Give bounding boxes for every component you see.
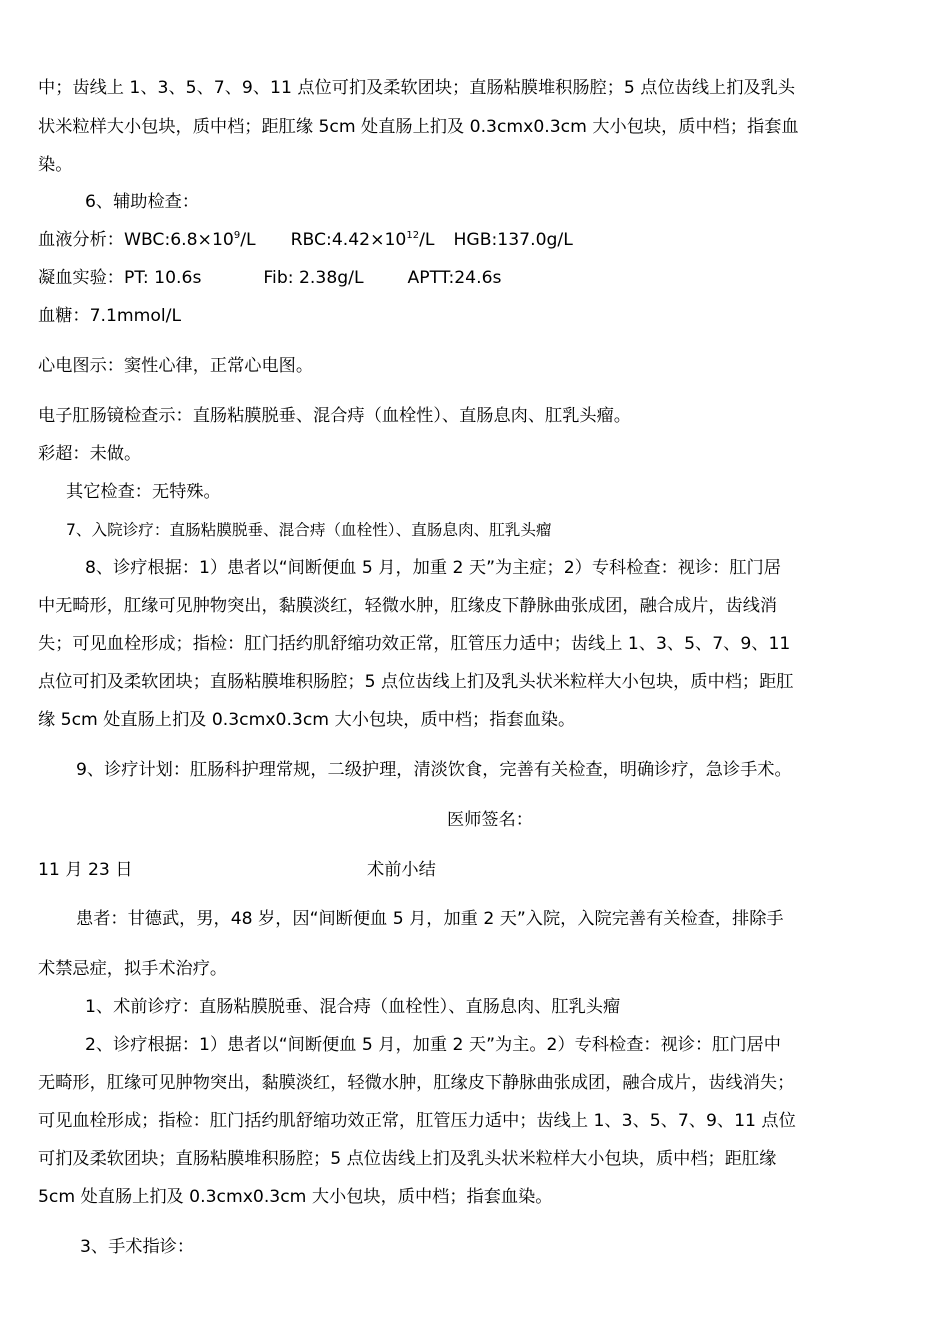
aux-exam-heading: 6、辅助检查：	[85, 192, 200, 212]
basis-line: 失；可见血栓形成；指检：肛门括约肌舒缩功效正常，肛管压力适中；齿线上 1、3、5、7、9、11	[38, 634, 791, 654]
treatment-plan: 9、诊疗计划：肛肠科护理常规，二级护理，清淡饮食，完善有关检查，明确诊疗，急诊手术。	[76, 760, 792, 780]
coagulation-label: 凝血实验：	[38, 268, 124, 288]
preop-basis-line: 可见血栓形成；指检：肛门括约肌舒缩功效正常，肛管压力适中；齿线上 1、3、5、7、9、11 点位	[38, 1111, 796, 1131]
doctor-signature-label: 医师签名：	[447, 810, 533, 830]
other-exam-line: 其它检查：无特殊。	[66, 482, 221, 502]
glucose-line: 血糖：7.1mmol/L	[38, 306, 182, 326]
admission-diagnosis: 7、入院诊疗：直肠粘膜脱垂、混合痔（血栓性）、直肠息肉、肛乳头瘤	[66, 521, 552, 539]
preop-diagnosis: 1、术前诊疗：直肠粘膜脱垂、混合痔（血栓性）、直肠息肉、肛乳头瘤	[85, 997, 621, 1017]
basis-line: 8、诊疗根据：1）患者以“间断便血 5 月，加重 2 天”为主症；2）专科检查：视诊：肛门居	[85, 558, 781, 578]
preop-intro-line: 患者：甘德武，男，48 岁，因“间断便血 5 月，加重 2 天”入院，入院完善有关检查，排除手	[76, 909, 784, 929]
blood-analysis-label: 血液分析：	[38, 230, 124, 250]
exam-text-line: 中；齿线上 1、3、5、7、9、11 点位可扪及柔软团块；直肠粘膜堆积肠腔；5 点位齿线上扪及乳头	[38, 78, 796, 98]
preop-date: 11 月 23 日	[38, 860, 133, 880]
preop-title: 术前小结	[367, 860, 436, 880]
blood-analysis-line	[38, 229, 573, 251]
preop-intro-line: 术禁忌症，拟手术治疗。	[38, 959, 228, 979]
exam-text-line: 染。	[38, 155, 73, 175]
wbc-value: $WBC:6.8\times 10^9/L$	[123, 230, 256, 250]
hgb-value: HGB:137.0g/L	[453, 230, 573, 250]
colonoscopy-line: 电子肛肠镜检查示：直肠粘膜脱垂、混合痔（血栓性）、直肠息肉、肛乳头瘤。	[38, 406, 631, 426]
preop-basis-line: 2、诊疗根据：1）患者以“间断便血 5 月，加重 2 天”为主。2）专科检查：视诊：肛门居中	[85, 1035, 781, 1055]
fib-value: Fib: 2.38g/L	[263, 268, 364, 288]
basis-line: 点位可扪及柔软团块；直肠粘膜堆积肠腔；5 点位齿线上扪及乳头状米粒样大小包块，质中档；距肛	[38, 672, 794, 692]
surgical-indication-heading: 3、手术指诊：	[80, 1237, 195, 1257]
aptt-value: APTT:24.6s	[407, 268, 502, 288]
exam-text-line: 状米粒样大小包块，质中档；距肛缘 5cm 处直肠上扪及 0.3cmx0.3cm 大小包块，质中档；指套血	[38, 117, 799, 137]
basis-line: 缘 5cm 处直肠上扪及 0.3cmx0.3cm 大小包块，质中档；指套血染。	[38, 710, 576, 730]
rbc-value: $RBC:4.42\times 10^{12}/L$	[290, 230, 435, 250]
preop-basis-line: 可扪及柔软团块；直肠粘膜堆积肠腔；5 点位齿线上扪及乳头状米粒样大小包块，质中档；距肛缘	[38, 1149, 777, 1169]
ecg-line: 心电图示：窦性心律，正常心电图。	[38, 356, 314, 376]
preop-basis-line: 无畸形，肛缘可见肿物突出，黏膜淡红，轻微水肿，肛缘皮下静脉曲张成团，融合成片，齿线消失；	[38, 1073, 795, 1093]
pt-value: PT: 10.6s	[123, 268, 202, 288]
basis-line: 中无畸形，肛缘可见肿物突出，黏膜淡红，轻微水肿，肛缘皮下静脉曲张成团，融合成片，齿线消	[38, 596, 778, 616]
ultrasound-line: 彩超：未做。	[38, 444, 142, 464]
coagulation-line	[38, 267, 501, 289]
preop-basis-line: 5cm 处直肠上扪及 0.3cmx0.3cm 大小包块，质中档；指套血染。	[38, 1187, 553, 1207]
